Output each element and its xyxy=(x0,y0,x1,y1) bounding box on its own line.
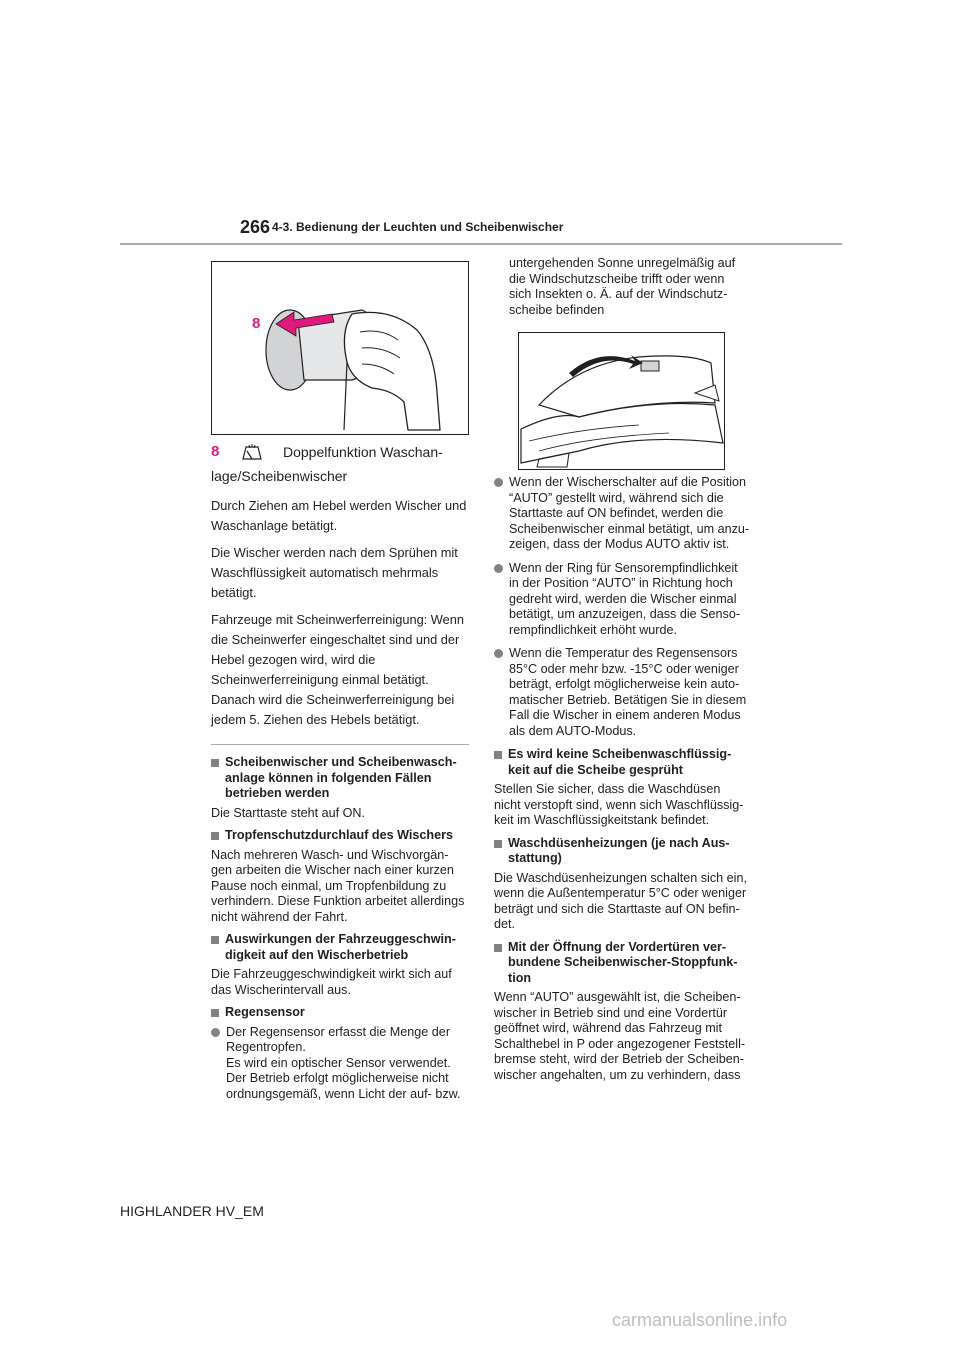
section-text: Wenn “AUTO” ausgewählt ist, die Scheiben-wischer in Betrieb sind und eine Vordertür geöffnet wird, während das Fahrzeug mit Schalthebel in P oder angezogener Feststell-bremse steht, wird der Betrieb der Scheiben-wischer angehalten, um zu verhindern, dass xyxy=(494,990,746,1082)
section-heading: Regensensor xyxy=(211,1005,469,1021)
bullet-line: Es wird ein optischer Sensor verwendet. xyxy=(226,1055,451,1070)
section-divider xyxy=(211,744,469,745)
section-heading: Auswirkungen der Fahrzeuggeschwin-digkeit auf den Wischerbetrieb xyxy=(211,932,469,963)
section-heading: Mit der Öffnung der Vordertüren ver-bundene Scheibenwischer-Stoppfunk-tion xyxy=(494,940,750,987)
section-text: Die Waschdüsenheizungen schalten sich ein, wenn die Außentemperatur 5°C oder weniger beträgt und sich die Starttaste auf ON befin-det. xyxy=(494,870,747,931)
square-bullet-icon xyxy=(211,759,219,767)
section-text: Die Starttaste steht auf ON. xyxy=(211,805,365,820)
square-bullet-icon xyxy=(494,944,502,952)
right-column xyxy=(494,475,750,1090)
square-bullet-icon xyxy=(211,832,219,840)
section-heading: Waschdüsenheizungen (je nach Aus-stattung) xyxy=(494,836,750,867)
round-bullet-icon xyxy=(494,478,503,487)
section-text: Die Fahrzeuggeschwindigkeit wirkt sich auf das Wischerintervall aus. xyxy=(211,967,452,997)
round-bullet-icon xyxy=(494,649,503,658)
section-title: 4-3. Bedienung der Leuchten und Scheibenwischer xyxy=(272,220,564,234)
right-column-top xyxy=(494,256,750,325)
square-bullet-icon xyxy=(211,936,219,944)
item-number: 8 xyxy=(211,443,220,460)
section-heading: Scheibenwischer und Scheibenwasch-anlage können in folgenden Fällen betrieben werden xyxy=(211,755,469,802)
section-text: Nach mehreren Wasch- und Wischvorgän-gen arbeiten die Wischer nach einer kurzen Pause noch einmal, um Tropfenbildung zu verhindern. Diese Funktion arbeitet allerdings nicht während der Fahrt. xyxy=(211,847,465,924)
paragraph-3: Fahrzeuge mit Scheinwerferreinigung: Wenn die Scheinwerfer eingeschaltet sind und der Hebel gezogen wird, wird die Scheinwerferreinigung einmal betätigt. Danach wird die Scheinwerferreinigung bei jedem 5. Ziehen des Hebels betätigt. xyxy=(211,612,464,727)
rain-sensor xyxy=(641,361,659,371)
item-8-title: Doppelfunktion Waschan- xyxy=(283,444,443,460)
item-8-title-cont: lage/Scheibenwischer xyxy=(211,468,348,484)
header-rule xyxy=(120,243,842,245)
square-bullet-icon xyxy=(211,1009,219,1017)
continuation-text: untergehenden Sonne unregelmäßig auf die Windschutzscheibe trifft oder wenn sich Insekten o. Ä. auf der Windschutz-scheibe befinden xyxy=(509,256,736,317)
section-heading: Tropfenschutzdurchlauf des Wischers xyxy=(211,828,469,844)
hand-outline xyxy=(344,312,440,430)
windshield-illustration xyxy=(518,332,725,470)
page-number: 266 xyxy=(240,217,271,237)
item-8-row xyxy=(211,442,469,462)
lever-illustration xyxy=(211,261,469,435)
hood xyxy=(521,404,723,464)
square-bullet-icon xyxy=(494,840,502,848)
bullet-item: Wenn der Ring für Sensorempfindlichkeit in der Position “AUTO” in Richtung hoch gedreht wird, werden die Wischer einmal betätigt, um anzuzeigen, dass die Senso-rempfindlichkeit erhöht wurde. xyxy=(494,561,750,639)
round-bullet-icon xyxy=(211,1028,220,1037)
footer-model: HIGHLANDER HV_EM xyxy=(120,1203,264,1219)
callout-8: 8 xyxy=(252,315,261,332)
round-bullet-icon xyxy=(494,564,503,573)
paragraph-1: Durch Ziehen am Hebel werden Wischer und Waschanlage betätigt. xyxy=(211,498,467,533)
left-column xyxy=(211,442,469,1110)
washer-wiper-icon xyxy=(241,443,263,461)
paragraph-2: Die Wischer werden nach dem Sprühen mit Waschflüssigkeit automatisch mehrmals betätigt. xyxy=(211,545,458,600)
watermark: carmanualsonline.info xyxy=(612,1310,788,1330)
square-bullet-icon xyxy=(494,751,502,759)
section-heading: Es wird keine Scheibenwaschflüssig-keit auf die Scheibe gesprüht xyxy=(494,747,750,778)
bullet-item: Wenn der Wischerschalter auf die Position “AUTO” gestellt wird, während sich die Starttaste auf ON befindet, werden die Scheibenwischer einmal betätigt, um anzu-zeigen, dass der Modus AUTO aktiv ist. xyxy=(494,475,750,553)
bullet-item xyxy=(211,1025,469,1103)
bullet-line: Der Regensensor erfasst die Menge der Regentropfen. xyxy=(226,1024,451,1054)
bullet-item: Wenn die Temperatur des Regensensors 85°C oder mehr bzw. -15°C oder weniger beträgt, erfolgt möglicherweise kein auto-matischer Betrieb. Betätigen Sie in diesem Fall die Wischer in einem anderen Modus als dem AUTO-Modus. xyxy=(494,646,750,739)
section-text: Stellen Sie sicher, dass die Waschdüsen nicht verstopft sind, wenn sich Waschflüssig-keit im Waschflüssigkeitstank befindet. xyxy=(494,782,744,827)
bullet-line: Der Betrieb erfolgt möglicherweise nicht ordnungsgemäß, wenn Licht der auf- bzw. xyxy=(226,1071,461,1101)
